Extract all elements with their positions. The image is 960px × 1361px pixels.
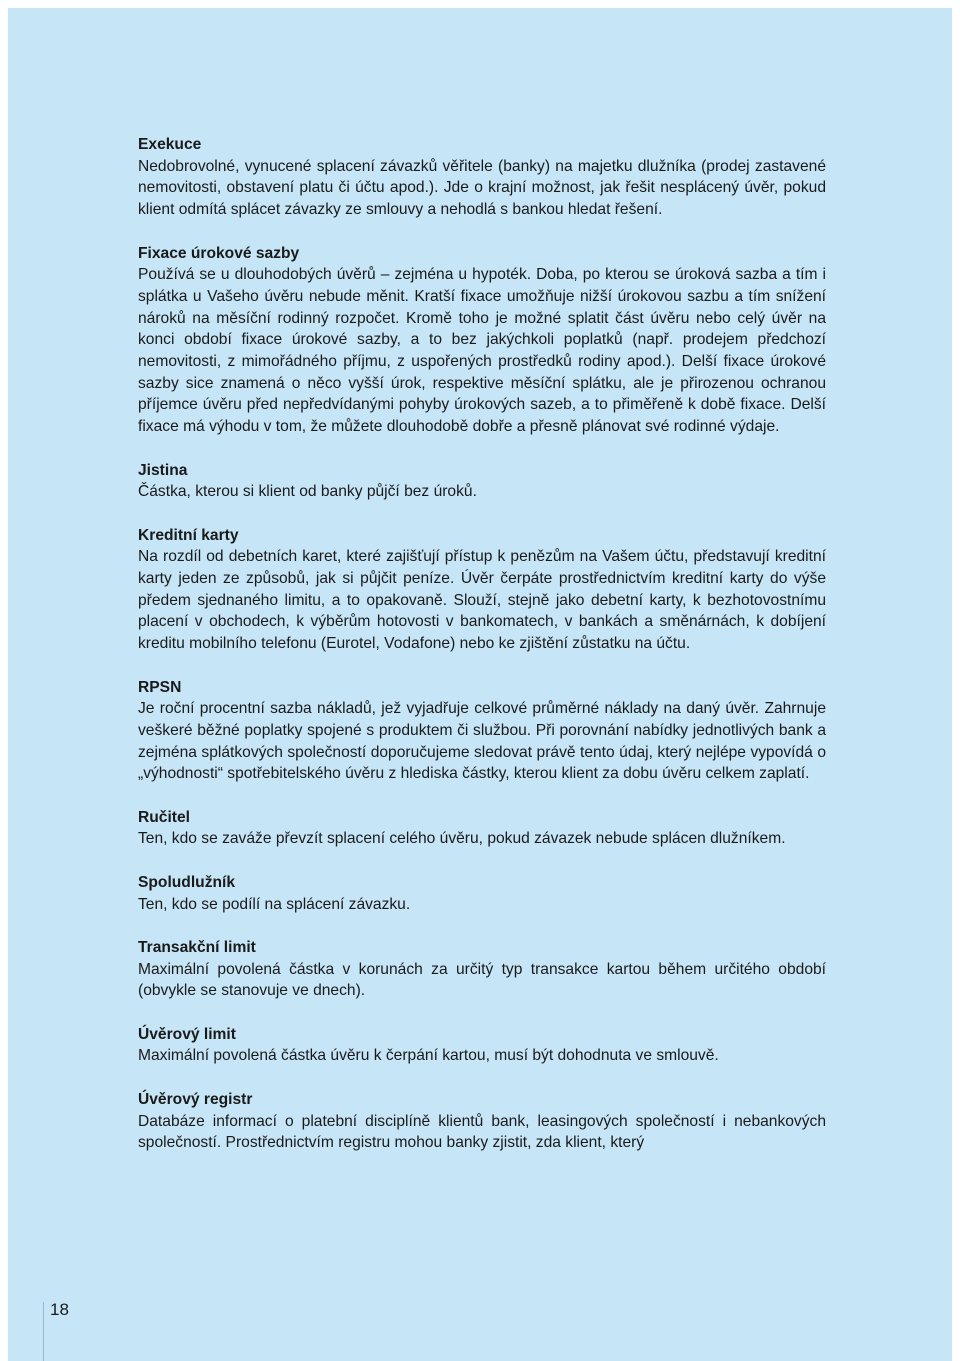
page-number-divider — [43, 1302, 44, 1361]
glossary-term: Úvěrový registr — [138, 1090, 253, 1108]
glossary-entry-uverovy-limit — [138, 1024, 826, 1067]
glossary-definition: Ten, kdo se zaváže převzít splacení celého úvěru, pokud závazek nebude splácen dlužníkem. — [138, 830, 786, 848]
glossary-entry-rucitel — [138, 807, 826, 850]
glossary-definition: Ten, kdo se podílí na splácení závazku. — [138, 895, 411, 913]
glossary-entry-uverovy-registr — [138, 1089, 826, 1154]
glossary-content — [138, 134, 826, 1176]
glossary-entry-jistina — [138, 460, 826, 503]
glossary-definition: Částka, kterou si klient od banky půjčí bez úroků. — [138, 483, 477, 501]
glossary-entry-transakcni-limit — [138, 937, 826, 1002]
glossary-term: Kreditní karty — [138, 526, 239, 544]
glossary-term: Exekuce — [138, 136, 202, 153]
glossary-term: Spoludlužník — [138, 873, 236, 891]
glossary-definition: Maximální povolená částka úvěru k čerpání kartou, musí být dohodnuta ve smlouvě. — [138, 1047, 719, 1065]
glossary-term: Fixace úrokové sazby — [138, 244, 300, 262]
glossary-entry-spoludluznik — [138, 872, 826, 915]
glossary-term: Ručitel — [138, 808, 190, 826]
glossary-term: RPSN — [138, 678, 182, 696]
glossary-term: Úvěrový limit — [138, 1025, 236, 1043]
glossary-entry-rpsn — [138, 677, 826, 786]
glossary-definition: Maximální povolená částka v korunách za určitý typ transakce kartou během určitého období (obvykle se stanovuje ve dnech). — [138, 960, 826, 1000]
glossary-term: Transakční limit — [138, 938, 256, 956]
glossary-definition: Je roční procentní sazba nákladů, jež vyjadřuje celkové průměrné náklady na daný úvěr. Zahrnuje veškeré běžné poplatky spojené s produktem či službou. Při porovnání nabídky jednotlivých bank a zejména splátkových společností doporučujeme sledovat právě tento údaj, který nejlépe vypovídá o „výhodnosti“ spotřebitelského úvěru z hlediska částky, kterou klient za dobu úvěru celkem zaplatí. — [138, 700, 826, 783]
glossary-entry-kreditni-karty — [138, 525, 826, 655]
glossary-definition: Databáze informací o platební disciplíně klientů bank, leasingových společností i nebankových společností. Prostřednictvím registru mohou banky zjistit, zda klient, který — [138, 1112, 826, 1152]
page-background — [8, 8, 952, 1361]
glossary-entry-fixace — [138, 243, 826, 438]
glossary-entry-exekuce — [138, 134, 826, 221]
glossary-definition: Nedobrovolné, vynucené splacení závazků věřitele (banky) na majetku dlužníka (prodej zastavené nemovitosti, obstavení platu či účtu apod.). Jde o krajní možnost, jak řešit nesplácený úvěr, pokud klient odmítá splácet závazky ze smlouvy a nehodlá s bankou hledat řešení. — [138, 157, 826, 219]
page-number: 18 — [50, 1300, 69, 1319]
glossary-term: Jistina — [138, 461, 188, 479]
glossary-definition: Používá se u dlouhodobých úvěrů – zejména u hypoték. Doba, po kterou se úroková sazba a tím i splátka u Vašeho úvěru nebude měnit. Kratší fixace umožňuje nižší úrokovou sazbu a tím snížení nároků na měsíční rodinný rozpočet. Kromě toho je možné splatit část úvěru nebo celý úvěr na konci období fixace úrokové sazby, a to bez jakýchkoli poplatků (např. prodejem předchozí nemovitosti, z mimořádného příjmu, z uspořených prostředků rodiny apod.). Delší fixace úrokové sazby sice znamená o něco vyšší úrok, respektive měsíční splátku, ale je přirozenou ochranou příjemce úvěru před nepředvídanými pohyby úrokových sazeb, a to přiměřeně k době fixace. Delší fixace má výhodu v tom, že můžete dlouhodobě dobře a přesně plánovat své rodinné výdaje. — [138, 266, 826, 436]
glossary-definition: Na rozdíl od debetních karet, které zajišťují přístup k penězům na Vašem účtu, představují kreditní karty jeden ze způsobů, jak si půjčit peníze. Úvěr čerpáte prostřednictvím kreditní karty do výše předem sjednaného limitu, a to opakovaně. Slouží, stejně jako debetní karty, k bezhotovostnímu placení v obchodech, k výběrům hotovosti v bankomatech, v bankách a směnárnách, k dobíjení kreditu mobilního telefonu (Eurotel, Vodafone) nebo ke zjištění zůstatku na účtu. — [138, 548, 826, 653]
